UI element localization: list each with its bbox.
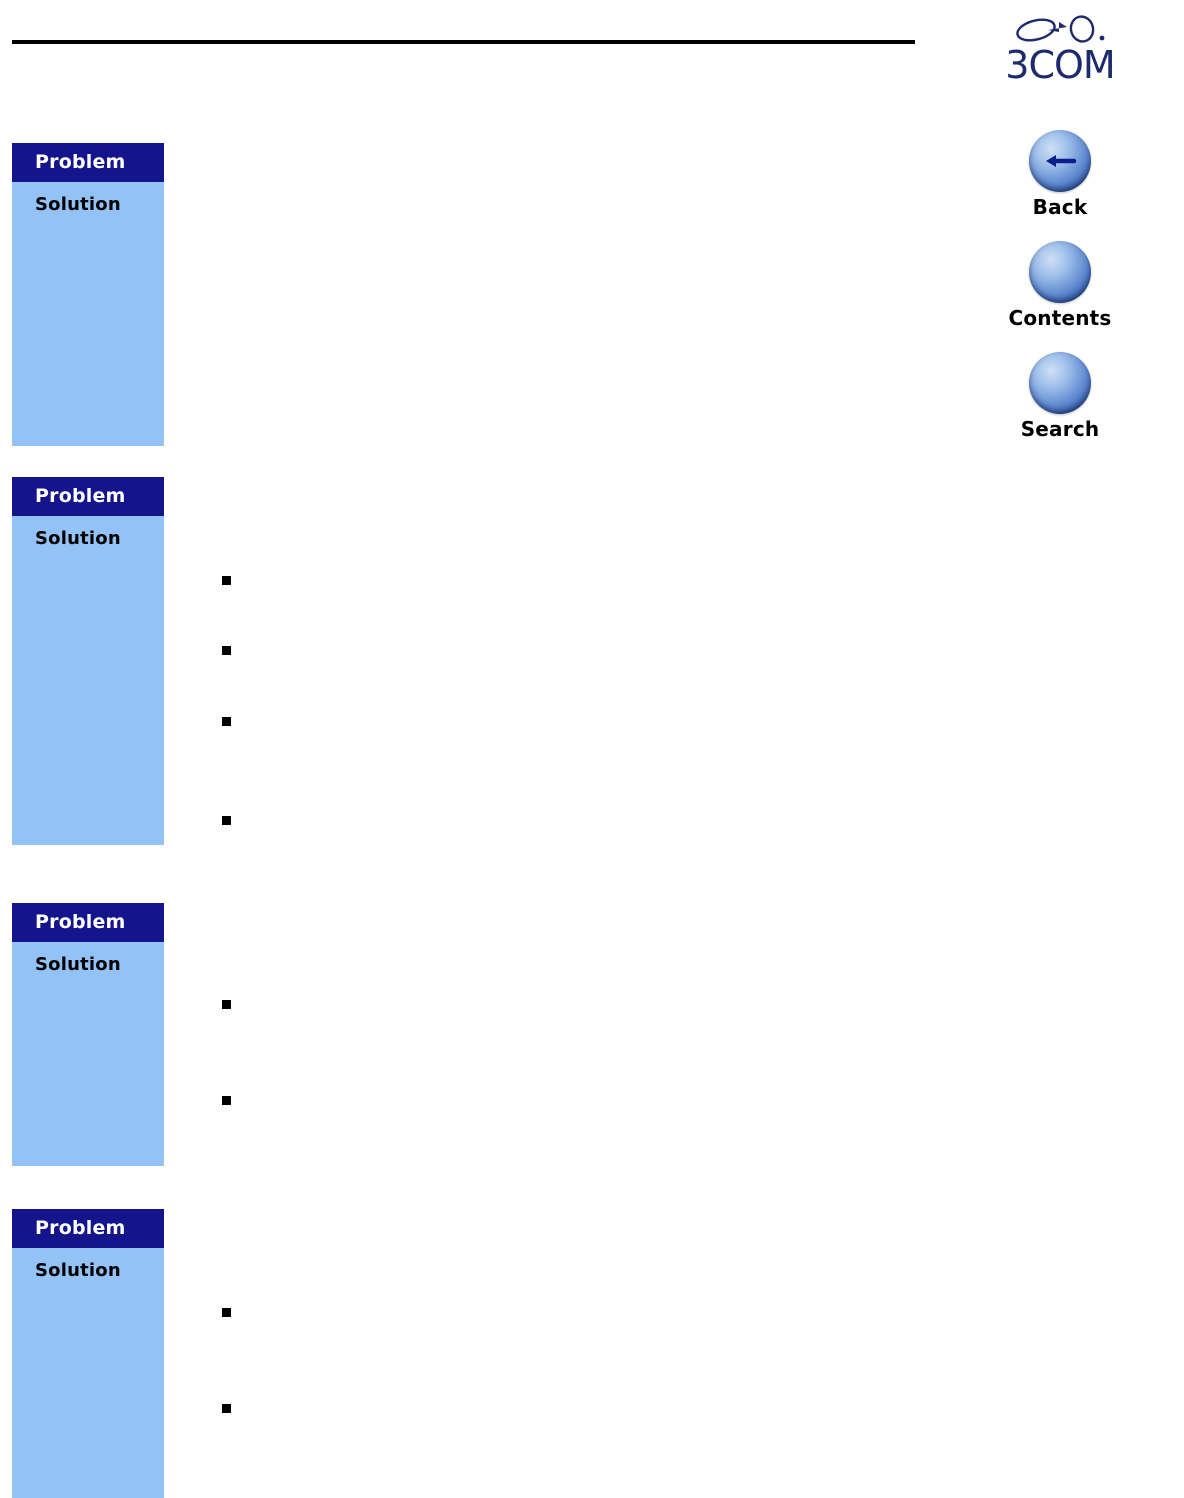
navigation-buttons xyxy=(985,130,1135,463)
nav-back-button[interactable] xyxy=(985,130,1135,219)
contents-orb-icon[interactable] xyxy=(1029,241,1091,303)
nav-back-label: Back xyxy=(1032,195,1088,219)
problem-heading: Problem xyxy=(12,477,164,516)
list-bullet xyxy=(222,816,231,825)
list-bullet xyxy=(222,576,231,585)
nav-search-label: Search xyxy=(1020,417,1100,441)
problem-heading: Problem xyxy=(12,1209,164,1248)
solution-label: Solution xyxy=(35,954,121,975)
back-arrow-icon[interactable] xyxy=(1029,130,1091,192)
problem-solution-block xyxy=(12,143,164,446)
solution-body xyxy=(12,942,164,1166)
list-bullet xyxy=(222,1096,231,1105)
list-bullet xyxy=(222,646,231,655)
problem-solution-block xyxy=(12,1209,164,1498)
search-orb-icon[interactable] xyxy=(1029,352,1091,414)
nav-search-button[interactable] xyxy=(985,352,1135,441)
solution-label: Solution xyxy=(35,194,121,215)
3com-swoosh-logo-icon xyxy=(985,14,1135,48)
list-bullet xyxy=(222,717,231,726)
solution-label: Solution xyxy=(35,528,121,549)
list-bullet xyxy=(222,1404,231,1413)
solution-body xyxy=(12,1248,164,1498)
brand-wordmark: 3COM xyxy=(1005,43,1115,87)
arrow-left-glyph xyxy=(1029,130,1091,192)
nav-contents-button[interactable] xyxy=(985,241,1135,330)
solution-label: Solution xyxy=(35,1260,121,1281)
nav-contents-label: Contents xyxy=(1008,306,1112,330)
brand-logo xyxy=(985,14,1135,87)
solution-body xyxy=(12,516,164,845)
list-bullet xyxy=(222,1000,231,1009)
problem-solution-block xyxy=(12,477,164,845)
solution-body xyxy=(12,182,164,446)
problem-heading: Problem xyxy=(12,143,164,182)
list-bullet xyxy=(222,1308,231,1317)
problem-solution-block xyxy=(12,903,164,1166)
problem-heading: Problem xyxy=(12,903,164,942)
header-rule xyxy=(12,40,915,44)
